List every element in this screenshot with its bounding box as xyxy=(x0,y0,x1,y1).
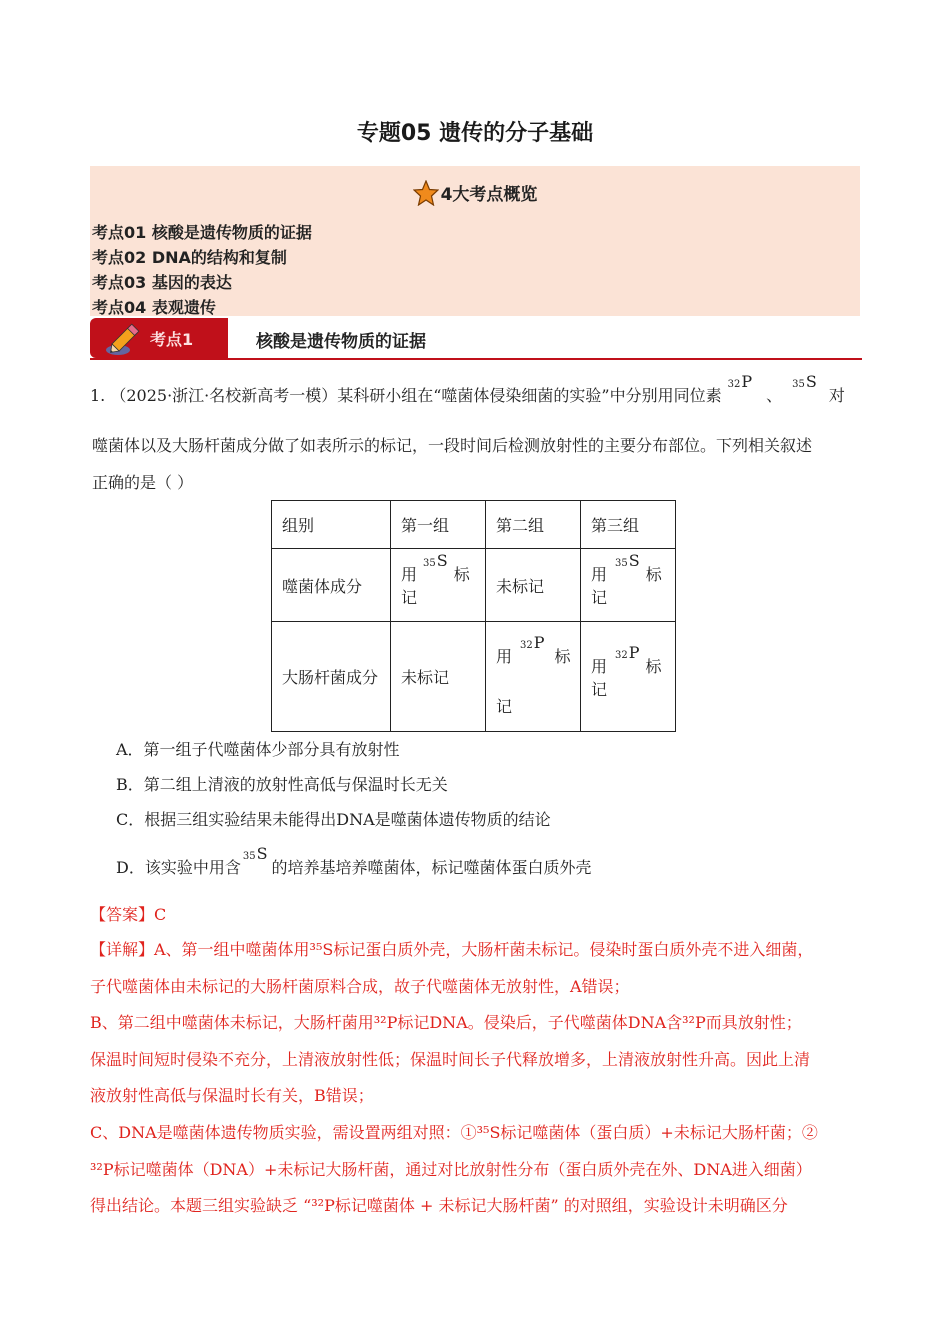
isotope-mass: 35 xyxy=(615,558,628,569)
overview-heading xyxy=(90,180,860,206)
section-divider xyxy=(90,358,862,360)
table-cell xyxy=(391,549,486,622)
overview-item: 考点03 基因的表达 xyxy=(92,273,232,292)
separator: 、 xyxy=(766,386,783,405)
table-cell: 未标记 xyxy=(486,549,581,622)
cell-text: 用 xyxy=(496,646,513,666)
page-title: 专题05 遗传的分子基础 xyxy=(356,121,594,146)
section-title: 核酸是遗传物质的证据 xyxy=(256,332,426,352)
option-text: 的培养基培养噬菌体，标记噬菌体蛋白质外壳 xyxy=(271,858,592,877)
table-cell: 未标记 xyxy=(391,622,486,732)
cell-text: 记 xyxy=(496,696,513,716)
table-row xyxy=(272,501,676,549)
isotope-mass: 32 xyxy=(520,639,533,651)
isotope-element: P xyxy=(628,642,640,662)
isotope-element: S xyxy=(256,844,268,863)
cell-text: 用 xyxy=(401,565,418,584)
section-badge-label: 考点1 xyxy=(150,330,194,349)
explanation-line: 保温时间短时侵染不充分，上清液放射性低；保温时间长子代释放增多，上清液放射性升高。因此上清 xyxy=(90,1050,811,1069)
isotope-element: P xyxy=(741,372,753,391)
isotope-element: S xyxy=(805,372,817,391)
question-line xyxy=(90,372,845,406)
cell-text: 标记 xyxy=(591,656,662,699)
explanation-line: ³²P标记噬菌体（DNA）+未标记大肠杆菌，通过对比放射性分布（蛋白质外壳在外、DNA进入细菌） xyxy=(90,1160,812,1179)
explanation-line: 【详解】A、第一组中噬菌体用³⁵S标记蛋白质外壳，大肠杆菌未标记。侵染时蛋白质外壳不进入细菌， xyxy=(90,940,814,959)
option-c: C．根据三组实验结果未能得出DNA是噬菌体遗传物质的结论 xyxy=(116,810,551,829)
isotope-mass: 32 xyxy=(727,379,741,390)
overview-item: 考点01 核酸是遗传物质的证据 xyxy=(92,223,312,242)
explanation-line: 子代噬菌体由未标记的大肠杆菌原料合成，故子代噬菌体无放射性，A错误； xyxy=(90,977,630,996)
explanation-line: C、DNA是噬菌体遗传物质实验，需设置两组对照：①³⁵S标记噬菌体（蛋白质）+未标记大肠杆菌；② xyxy=(90,1123,818,1142)
cell-text: 标记 xyxy=(401,565,470,607)
question-text: 对 xyxy=(828,386,845,405)
table-row xyxy=(272,549,676,622)
explanation-line: 得出结论。本题三组实验缺乏 “³²P标记噬菌体 + 未标记大肠杆菌” 的对照组，实验设计未明确区分 xyxy=(90,1196,788,1215)
explanation-line: B、第二组中噬菌体未标记，大肠杆菌用³²P标记DNA。侵染后，子代噬菌体DNA含³²P而具放射性； xyxy=(90,1013,802,1032)
cell-text: 标 xyxy=(554,646,571,666)
cell-text: 用 xyxy=(591,565,608,584)
isotope-mass: 35 xyxy=(792,379,805,390)
label-table xyxy=(271,500,676,732)
pencil-icon xyxy=(104,320,144,358)
cell-text: 标记 xyxy=(591,565,662,607)
option-a: A．第一组子代噬菌体少部分具有放射性 xyxy=(116,740,400,759)
question-line: 噬菌体以及大肠杆菌成分做了如表所示的标记，一段时间后检测放射性的主要分布部位。下列相关叙述 xyxy=(92,436,813,455)
option-b: B．第二组上清液的放射性高低与保温时长无关 xyxy=(116,775,448,794)
isotope-element: S xyxy=(628,551,640,570)
option-text: D．该实验中用含 xyxy=(116,858,241,877)
question-text: 1. （2025·浙江·名校新高考一模）某科研小组在“噬菌体侵染细菌的实验”中分别用同位素 xyxy=(90,386,722,405)
table-cell xyxy=(486,622,581,732)
table-cell xyxy=(581,622,676,732)
isotope-mass: 35 xyxy=(423,558,436,569)
table-header: 第一组 xyxy=(391,501,486,549)
question-line: 正确的是（ ） xyxy=(92,473,194,492)
cell-text: 用 xyxy=(591,656,608,676)
table-header: 第三组 xyxy=(581,501,676,549)
table-cell: 大肠杆菌成分 xyxy=(272,622,391,732)
overview-box xyxy=(90,166,860,316)
isotope-element: P xyxy=(533,632,545,652)
table-header: 第二组 xyxy=(486,501,581,549)
overview-heading-text: 4大考点概览 xyxy=(440,185,538,205)
answer-line: 【答案】C xyxy=(90,905,167,924)
section-badge xyxy=(90,318,228,358)
table-cell: 噬菌体成分 xyxy=(272,549,391,622)
table-header: 组别 xyxy=(272,501,391,549)
isotope-mass: 32 xyxy=(615,649,628,661)
table-cell xyxy=(581,549,676,622)
explanation-line: 液放射性高低与保温时长有关，B错误； xyxy=(90,1086,374,1105)
overview-item: 考点04 表观遗传 xyxy=(92,298,216,317)
star-icon xyxy=(413,180,439,206)
section-header xyxy=(90,318,862,360)
isotope-element: S xyxy=(436,551,448,570)
table-row xyxy=(272,622,676,732)
overview-item: 考点02 DNA的结构和复制 xyxy=(92,248,287,267)
isotope-mass: 35 xyxy=(242,851,256,862)
option-d xyxy=(116,844,592,878)
